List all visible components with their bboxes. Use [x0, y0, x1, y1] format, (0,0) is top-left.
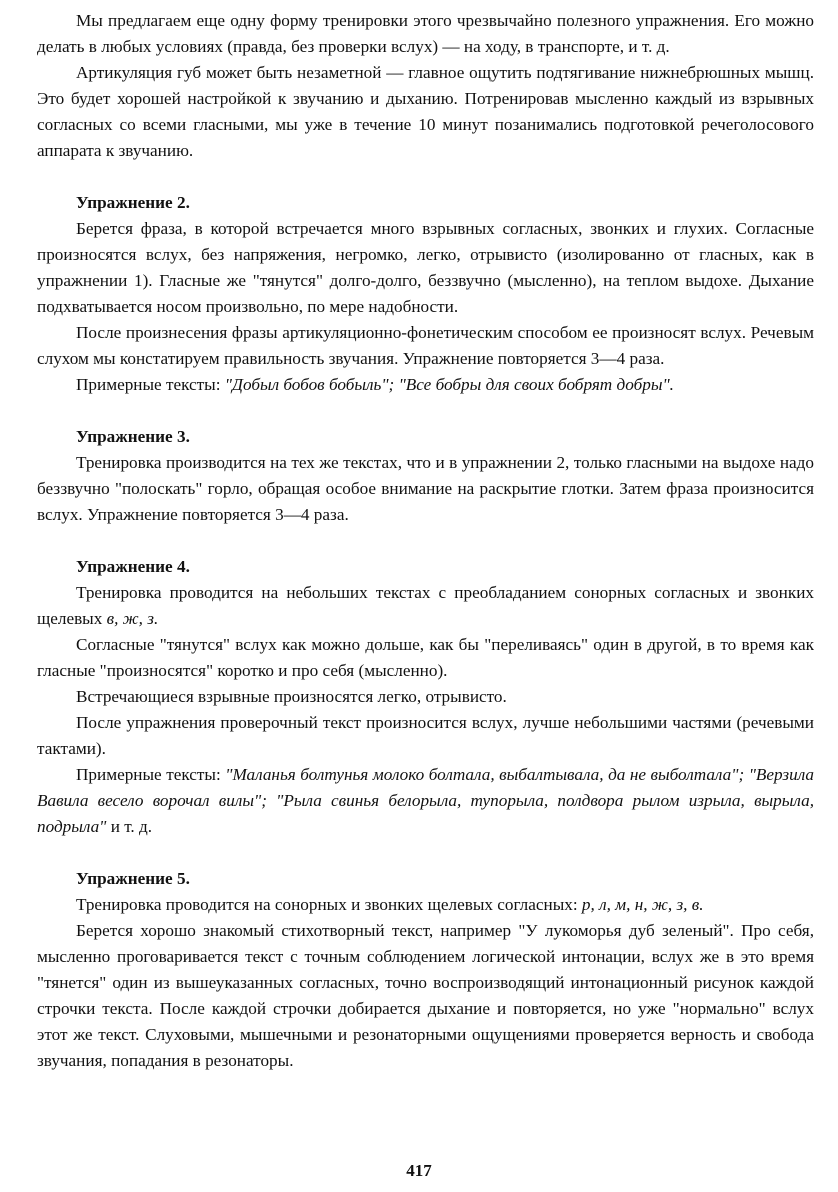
exercise-5-paragraph-2: Берется хорошо знакомый стихотворный текст, например "У лукоморья дуб зеленый". Про себя, мысленно проговаривается текст с точным соблюдением логической интонации, вслух же в это время "тянется" один из вышеуказанных согласных, точно воспроизводящий интонационный рисунок каждой строчки текста. После каждой строчки добирается дыхание и повторяется, но уже "нормально" вслух этот же текст. Слуховыми, мышечными и резонаторными ощущениями проверяется верность и свобода звучания, попадания в резонаторы.: [37, 921, 814, 1070]
exercise-3-paragraph-1: Тренировка производится на тех же текстах, что и в упражнении 2, только гласными на выдохе надо беззвучно "полоскать" горло, обращая особое внимание на раскрытие глотки. Затем фраза произносится вслух. Упражнение повторяется 3—4 раза.: [37, 453, 814, 524]
exercise-4-paragraph-3: Встречающиеся взрывные произносятся легко, отрывисто.: [76, 687, 507, 706]
example-texts: "Добыл бобов бобыль"; "Все бобры для своих бобрят добры".: [224, 375, 674, 394]
exercise-5-paragraph-1: [37, 892, 814, 918]
exercise-4-paragraph-4: После упражнения проверочный текст произносится вслух, лучше небольшими частями (речевыми тактами).: [37, 713, 814, 758]
exercise-2-paragraph-2: После произнесения фразы артикуляционно-фонетическим способом ее произносят вслух. Речевым слухом мы констатируем правильность звучания. Упражнение повторяется 3—4 раза.: [37, 323, 814, 368]
consonant-letters: в, ж, з.: [106, 609, 159, 628]
example-texts: "Маланья болтунья молоко болтала, выбалтывала, да не выболтала"; "Верзила Вавила весело ворочал вилы"; "Рыла свинья белорыла, тупорыла, полдвора рылом изрыла, вырыла, подрыла": [37, 765, 814, 836]
intro-paragraph-2: Артикуляция губ может быть незаметной — главное ощутить подтягивание нижнебрюшных мышц. Это будет хорошей настройкой к звучанию и дыханию. Потренировав мысленно каждый из взрывных согласных со всеми гласными, мы уже в течение 10 минут позанимались подготовкой речеголосового аппарата к звучанию.: [37, 63, 814, 160]
consonant-letters: р, л, м, н, ж, з, в.: [581, 895, 704, 914]
examples-tail: и т. д.: [106, 817, 153, 836]
exercise-2-heading: Упражнение 2.: [76, 193, 190, 212]
exercise-4-paragraph-2: Согласные "тянутся" вслух как можно дольше, как бы "переливаясь" один в другой, в то время как гласные "произносятся" коротко и про себя (мысленно).: [37, 635, 814, 680]
exercise-5-paragraph-1-text: Тренировка проводится на сонорных и звонких щелевых согласных:: [76, 895, 582, 914]
examples-label: Примерные тексты:: [76, 765, 226, 784]
exercise-4-paragraph-1: [37, 580, 814, 632]
exercise-2-examples: [37, 372, 814, 398]
page-number: 417: [406, 1161, 432, 1180]
intro-paragraph-1: Мы предлагаем еще одну форму тренировки этого чрезвычайно полезного упражнения. Его можно делать в любых условиях (правда, без проверки вслух) — на ходу, в транспорте, и т. д.: [37, 11, 814, 56]
exercise-4-examples: [37, 762, 814, 840]
exercise-4-paragraph-1-text: Тренировка проводится на небольших текстах с преобладанием сонорных согласных и звонких щелевых: [37, 583, 814, 628]
exercise-3-heading: Упражнение 3.: [76, 427, 190, 446]
exercise-4-heading: Упражнение 4.: [76, 557, 190, 576]
examples-label: Примерные тексты:: [76, 375, 225, 394]
exercise-2-paragraph-1: Берется фраза, в которой встречается много взрывных согласных, звонких и глухих. Согласные произносятся вслух, без напряжения, негромко, легко, отрывисто (изолированно от гласных, как в упражнении 1). Гласные же "тянутся" долго-долго, беззвучно (мысленно), на теплом выдохе. Дыхание подхватывается носом произвольно, по мере надобности.: [37, 219, 814, 316]
exercise-5-heading: Упражнение 5.: [76, 869, 190, 888]
